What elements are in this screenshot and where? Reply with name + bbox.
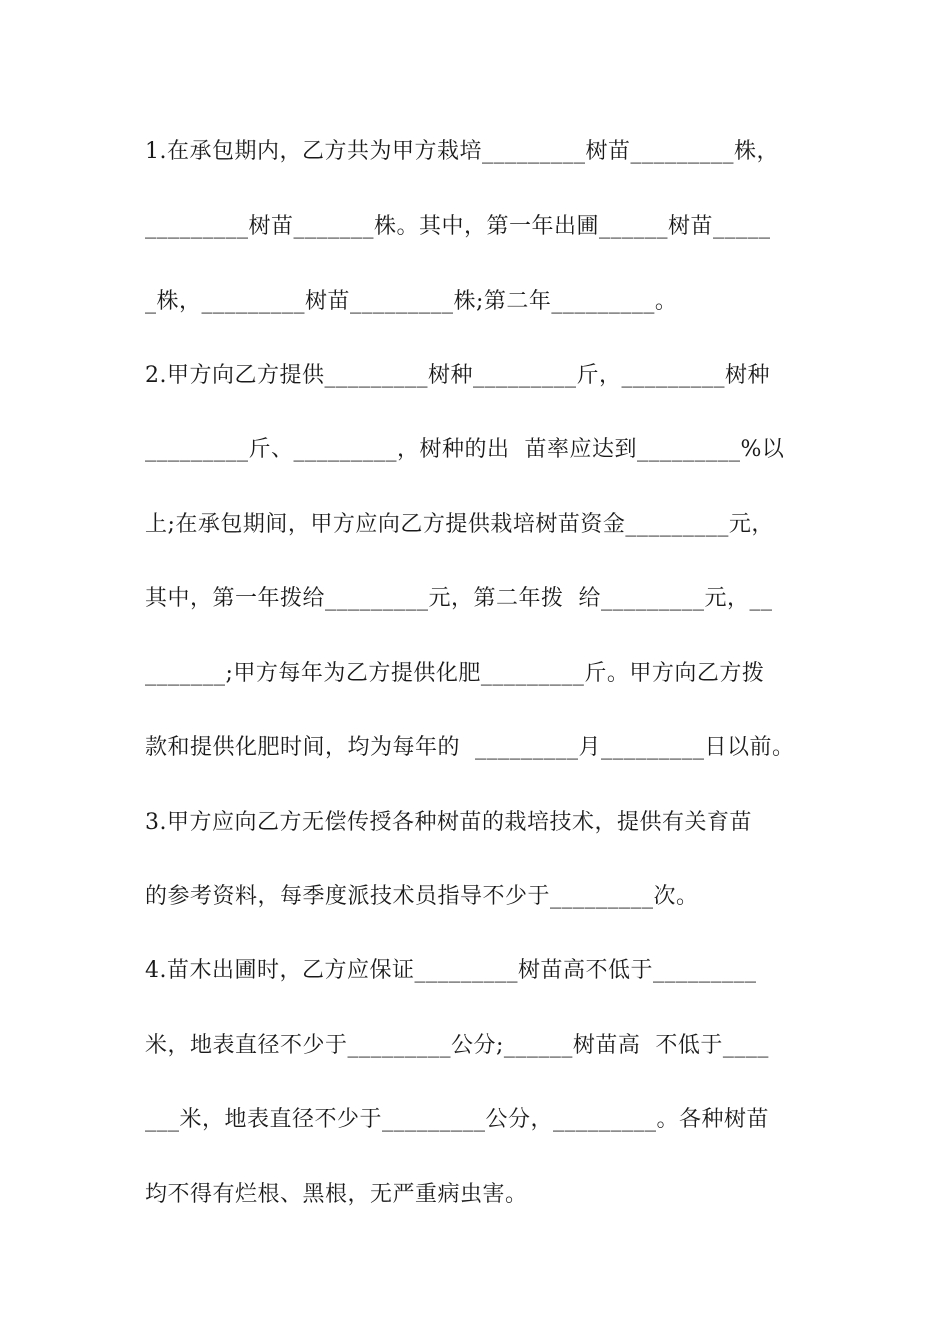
text-line-9: 款和提供化肥时间，均为每年的 _________月_________日以前。 bbox=[145, 735, 795, 760]
text-line-15: 均不得有烂根、黑根，无严重病虫害。 bbox=[145, 1182, 528, 1207]
text-line-5: _________斤、_________，树种的出 苗率应达到_________%以 bbox=[145, 437, 785, 462]
text-line-2: _________树苗_______株。其中，第一年出圃______树苗_____ bbox=[145, 214, 771, 239]
text-line-6: 上;在承包期间，甲方应向乙方提供栽培树苗资金_________元， bbox=[145, 512, 774, 537]
text-line-8: _______;甲方每年为乙方提供化肥_________斤。甲方向乙方拨 bbox=[145, 661, 765, 686]
text-line-3: _株，_________树苗_________株;第二年_________。 bbox=[145, 289, 678, 314]
text-line-11: 的参考资料，每季度派技术员指导不少于_________次。 bbox=[145, 884, 699, 909]
text-line-4: 2.甲方向乙方提供_________树种_________斤，_________树种 bbox=[145, 363, 770, 388]
text-line-7: 其中，第一年拨给_________元，第二年拨 给_________元，__ bbox=[145, 586, 773, 611]
text-line-10: 3.甲方应向乙方无偿传授各种树苗的栽培技术，提供有关育苗 bbox=[145, 810, 752, 835]
text-line-14: ___米，地表直径不少于_________公分，_________。各种树苗 bbox=[145, 1107, 770, 1132]
text-line-1: 1.在承包期内，乙方共为甲方栽培_________树苗_________株， bbox=[145, 139, 779, 164]
text-line-12: 4.苗木出圃时，乙方应保证_________树苗高不低于_________ bbox=[145, 958, 757, 983]
text-line-13: 米，地表直径不少于_________公分;______树苗高 不低于____ bbox=[145, 1033, 769, 1058]
